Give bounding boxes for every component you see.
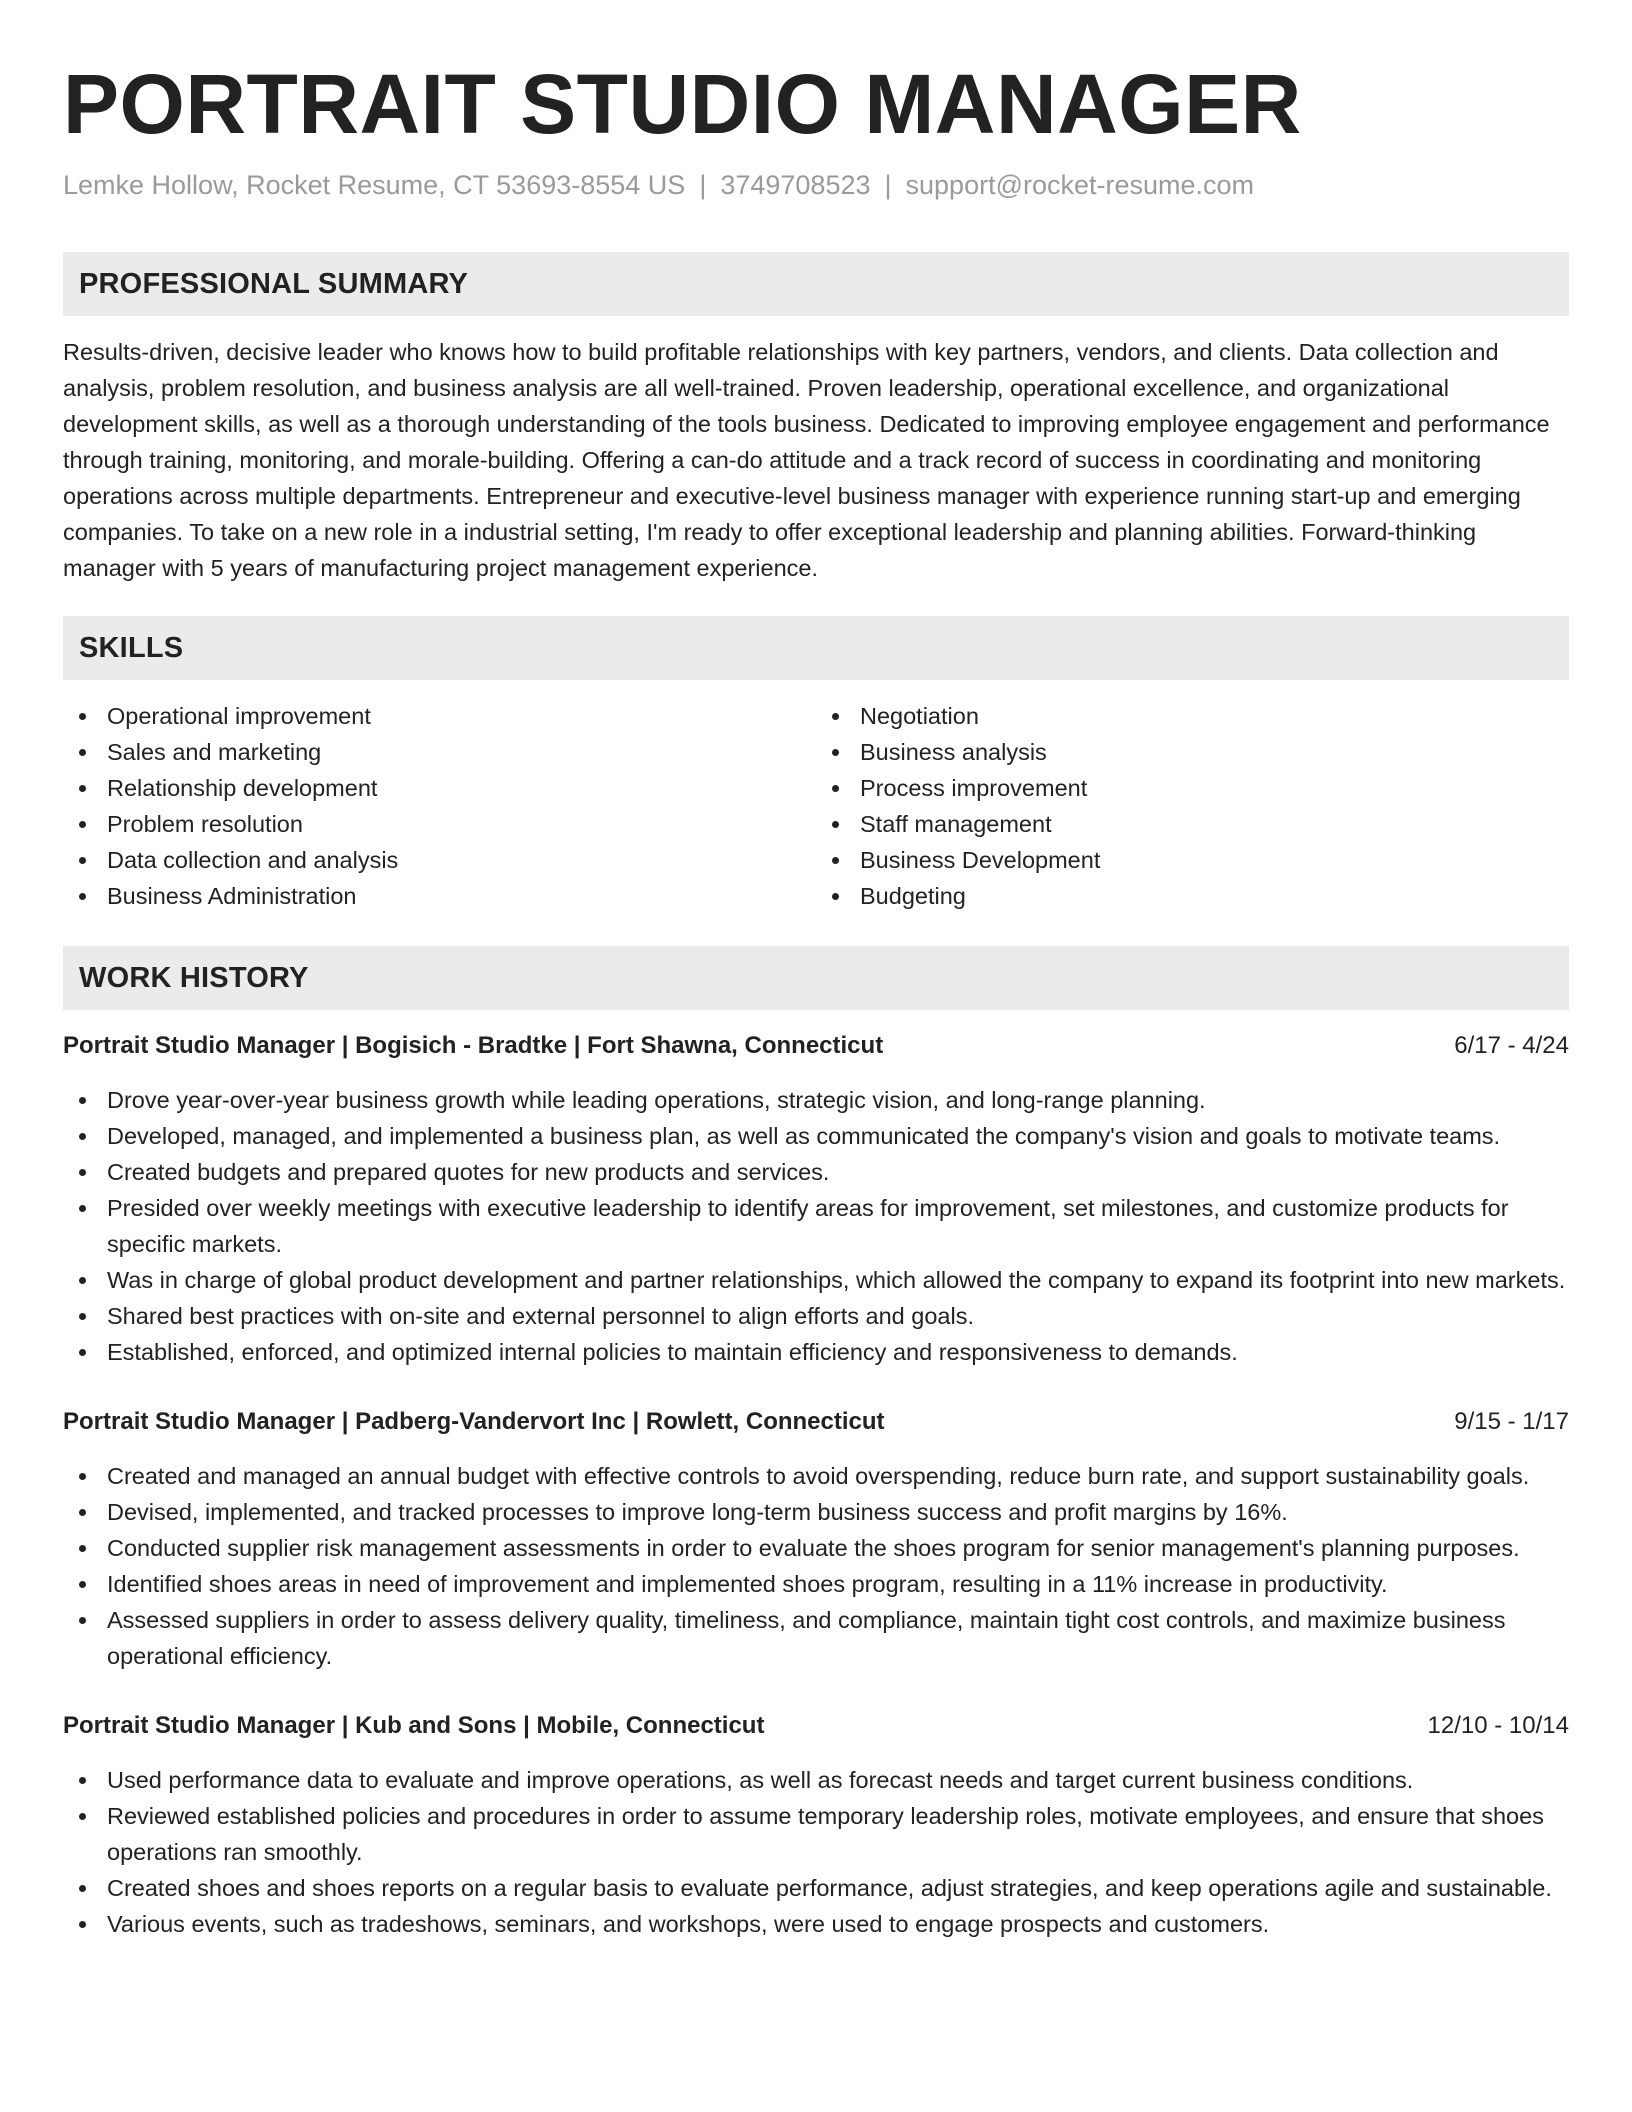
job-dates: 6/17 - 4/24 bbox=[1454, 1032, 1569, 1059]
skill-item: Negotiation bbox=[816, 698, 1569, 734]
job-header bbox=[63, 1708, 1569, 1744]
job-bullet: Used performance data to evaluate and improve operations, as well as forecast needs and target current business conditions. bbox=[63, 1762, 1569, 1798]
job-bullet: Developed, managed, and implemented a business plan, as well as communicated the company's vision and goals to motivate teams. bbox=[63, 1118, 1569, 1154]
job-title: Portrait Studio Manager | Padberg-Vandervort Inc | Rowlett, Connecticut bbox=[63, 1408, 885, 1435]
section-header-work-history: WORK HISTORY bbox=[63, 946, 1569, 1010]
contact-address: Lemke Hollow, Rocket Resume, CT 53693-8554 US bbox=[63, 170, 686, 200]
job-bullet: Various events, such as tradeshows, seminars, and workshops, were used to engage prospects and customers. bbox=[63, 1906, 1569, 1942]
skill-item: Business Administration bbox=[63, 878, 816, 914]
job-bullet: Presided over weekly meetings with executive leadership to identify areas for improvement, set milestones, and customize products for specific markets. bbox=[63, 1190, 1569, 1262]
skill-item: Data collection and analysis bbox=[63, 842, 816, 878]
job-entry bbox=[63, 1028, 1569, 1370]
job-title: Portrait Studio Manager | Bogisich - Bradtke | Fort Shawna, Connecticut bbox=[63, 1032, 884, 1059]
skills-column-right bbox=[816, 698, 1569, 914]
contact-phone: 3749708523 bbox=[720, 170, 871, 200]
skills-column-left bbox=[63, 698, 816, 914]
job-bullets bbox=[63, 1082, 1569, 1370]
contact-line bbox=[63, 168, 1569, 202]
job-bullet: Reviewed established policies and procedures in order to assume temporary leadership roles, motivate employees, and ensure that shoes operations ran smoothly. bbox=[63, 1798, 1569, 1870]
job-bullet: Identified shoes areas in need of improvement and implemented shoes program, resulting in a 11% increase in productivity. bbox=[63, 1566, 1569, 1602]
job-bullet: Was in charge of global product development and partner relationships, which allowed the company to expand its footprint into new markets. bbox=[63, 1262, 1569, 1298]
job-bullet: Conducted supplier risk management assessments in order to evaluate the shoes program for senior management's planning purposes. bbox=[63, 1530, 1569, 1566]
job-dates: 12/10 - 10/14 bbox=[1427, 1712, 1569, 1739]
summary-text: Results-driven, decisive leader who knows how to build profitable relationships with key partners, vendors, and clients. Data collection and analysis, problem resolution, and business analysis are all well-trained. Proven leadership, operational excellence, and organizational development skills, as well as a thorough understanding of the tools business. Dedicated to improving employee engagement and performance through training, monitoring, and morale-building. Offering a can-do attitude and a track record of success in coordinating and monitoring operations across multiple departments. Entrepreneur and executive-level business manager with experience running start-up and emerging companies. To take on a new role in a industrial setting, I'm ready to offer exceptional leadership and planning abilities. Forward-thinking manager with 5 years of manufacturing project management experience. bbox=[63, 339, 1550, 581]
job-bullet: Devised, implemented, and tracked processes to improve long-term business success and profit margins by 16%. bbox=[63, 1494, 1569, 1530]
job-entry bbox=[63, 1708, 1569, 1942]
resume-title: PORTRAIT STUDIO MANAGER bbox=[63, 57, 1302, 151]
job-bullet: Shared best practices with on-site and external personnel to align efforts and goals. bbox=[63, 1298, 1569, 1334]
skill-item: Relationship development bbox=[63, 770, 816, 806]
job-bullet: Created shoes and shoes reports on a regular basis to evaluate performance, adjust strategies, and keep operations agile and sustainable. bbox=[63, 1870, 1569, 1906]
job-bullet: Assessed suppliers in order to assess delivery quality, timeliness, and compliance, maintain tight cost controls, and maximize business operational efficiency. bbox=[63, 1602, 1569, 1674]
skill-item: Budgeting bbox=[816, 878, 1569, 914]
skill-item: Sales and marketing bbox=[63, 734, 816, 770]
skills-grid bbox=[63, 698, 1569, 914]
job-bullet: Created and managed an annual budget with effective controls to avoid overspending, reduce burn rate, and support sustainability goals. bbox=[63, 1458, 1569, 1494]
contact-email: support@rocket-resume.com bbox=[905, 170, 1255, 200]
job-header bbox=[63, 1028, 1569, 1064]
section-header-summary: PROFESSIONAL SUMMARY bbox=[63, 252, 1569, 316]
job-bullets bbox=[63, 1762, 1569, 1942]
skill-item: Business analysis bbox=[816, 734, 1569, 770]
job-bullet: Established, enforced, and optimized internal policies to maintain efficiency and responsiveness to demands. bbox=[63, 1334, 1569, 1370]
job-dates: 9/15 - 1/17 bbox=[1454, 1408, 1569, 1435]
skill-item: Process improvement bbox=[816, 770, 1569, 806]
job-bullets bbox=[63, 1458, 1569, 1674]
skill-item: Problem resolution bbox=[63, 806, 816, 842]
contact-separator: | bbox=[884, 170, 892, 200]
skill-item: Business Development bbox=[816, 842, 1569, 878]
job-entry bbox=[63, 1404, 1569, 1674]
skill-item: Staff management bbox=[816, 806, 1569, 842]
section-header-skills: SKILLS bbox=[63, 616, 1569, 680]
job-bullet: Created budgets and prepared quotes for new products and services. bbox=[63, 1154, 1569, 1190]
skill-item: Operational improvement bbox=[63, 698, 816, 734]
job-bullet: Drove year-over-year business growth while leading operations, strategic vision, and long-range planning. bbox=[63, 1082, 1569, 1118]
job-header bbox=[63, 1404, 1569, 1440]
job-title: Portrait Studio Manager | Kub and Sons | Mobile, Connecticut bbox=[63, 1712, 765, 1739]
contact-separator: | bbox=[699, 170, 707, 200]
